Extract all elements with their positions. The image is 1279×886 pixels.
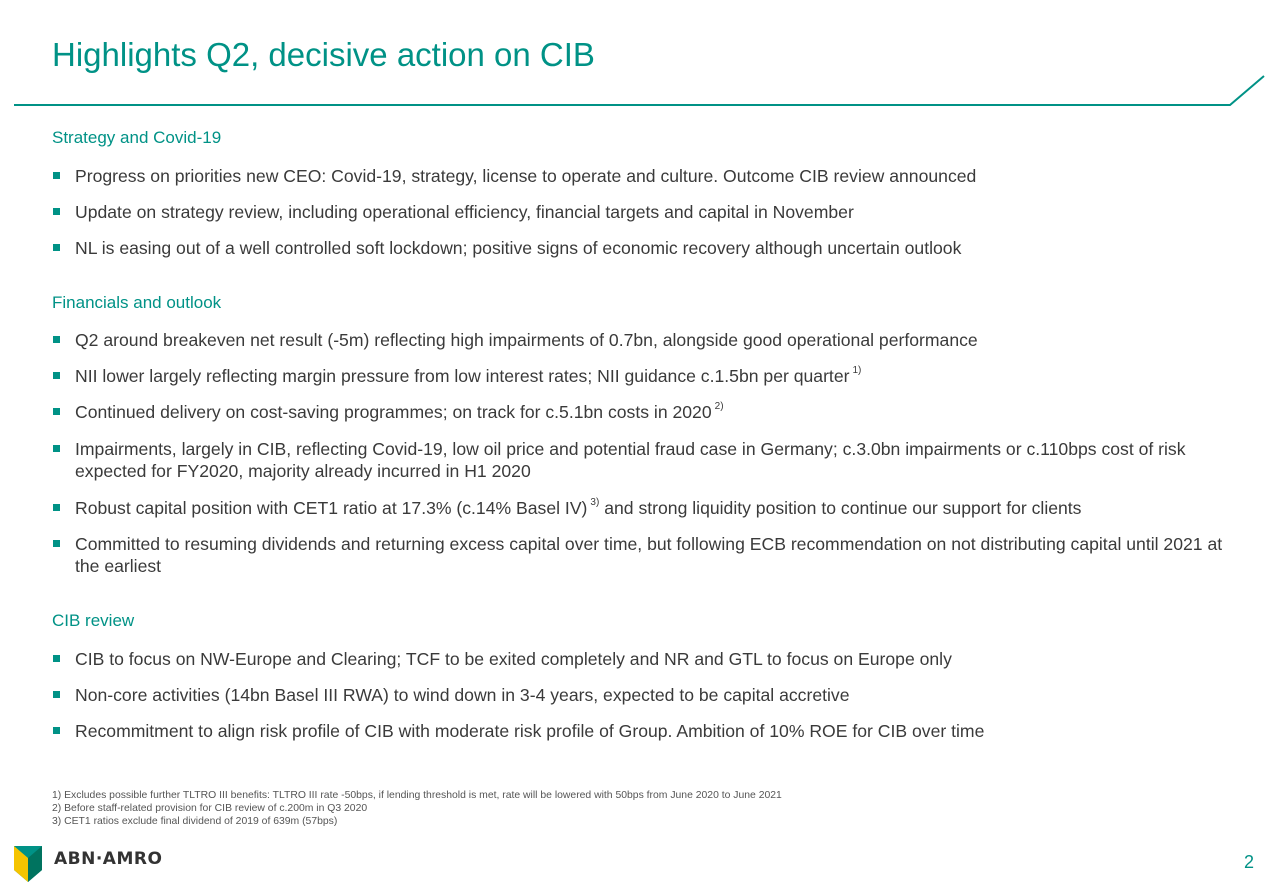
bullet-item: Non-core activities (14bn Basel III RWA) to wind down in 3-4 years, expected to be capital accretive xyxy=(52,684,1242,706)
footnotes xyxy=(52,789,782,828)
section-heading-cib-review: CIB review xyxy=(52,611,135,630)
bullet-marker xyxy=(53,208,60,215)
bullet-item: Recommitment to align risk profile of CIB with moderate risk profile of Group. Ambition of 10% ROE for CIB over time xyxy=(52,720,1242,742)
bullet-marker xyxy=(53,372,60,379)
bullet-marker xyxy=(53,445,60,452)
title-underline xyxy=(14,74,1266,110)
footnote-ref: 3) xyxy=(590,497,600,508)
bullet-marker xyxy=(53,244,60,251)
footnote-ref: 2) xyxy=(714,401,724,412)
footnote-2: 2) Before staff-related provision for CIB review of c.200m in Q3 2020 xyxy=(52,803,368,814)
bullet-item: NL is easing out of a well controlled soft lockdown; positive signs of economic recovery although uncertain outlook xyxy=(52,237,1242,259)
footnote-1: 1) Excludes possible further TLTRO III benefits: TLTRO III rate -50bps, if lending threshold is met, rate will be lowered with 50bps from June 2020 to June 2021 xyxy=(52,790,782,801)
bullet-marker xyxy=(53,408,60,415)
section-heading-strategy: Strategy and Covid-19 xyxy=(52,128,222,147)
bullet-item: Impairments, largely in CIB, reflecting Covid-19, low oil price and potential fraud case in Germany; c.3.0bn impairments or c.110bps cost of risk expected for FY2020, majority already incurred in H1 2020 xyxy=(52,438,1242,482)
bullet-marker xyxy=(53,504,60,511)
bullet-marker xyxy=(53,727,60,734)
footnote-3: 3) CET1 ratios exclude final dividend of 2019 of 639m (57bps) xyxy=(52,816,338,827)
bullet-item: Update on strategy review, including operational efficiency, financial targets and capital in November xyxy=(52,201,1242,223)
footnote-ref: 1) xyxy=(852,365,862,376)
bullet-item: CIB to focus on NW-Europe and Clearing; TCF to be exited completely and NR and GTL to focus on Europe only xyxy=(52,648,1242,670)
page-title: Highlights Q2, decisive action on CIB xyxy=(52,36,595,73)
bullet-marker xyxy=(53,655,60,662)
bullet-marker xyxy=(53,691,60,698)
abn-amro-shield-icon xyxy=(14,846,44,884)
bullet-marker xyxy=(53,172,60,179)
bullet-item: Q2 around breakeven net result (-5m) reflecting high impairments of 0.7bn, alongside good operational performance xyxy=(52,329,1242,351)
bullet-item: NII lower largely reflecting margin pressure from low interest rates; NII guidance c.1.5bn per quarter $^{1)}$ xyxy=(52,365,1242,387)
bullet-item: Robust capital position with CET1 ratio at 17.3% (c.14% Basel IV) $^{3)}$ and strong liquidity position to continue our support for clients xyxy=(52,497,1242,519)
bullet-item: Continued delivery on cost-saving programmes; on track for c.5.1bn costs in 2020 $^{2)}$ xyxy=(52,401,1242,423)
bullet-marker xyxy=(53,336,60,343)
section-heading-financials: Financials and outlook xyxy=(52,293,222,312)
bullet-item: Committed to resuming dividends and returning excess capital over time, but following ECB recommendation on not distributing capital until 2021 at the earliest xyxy=(52,533,1242,577)
bullet-marker xyxy=(53,540,60,547)
logo-wordmark: ABN·AMRO xyxy=(54,849,163,869)
page-number: 2 xyxy=(1243,852,1254,872)
bullet-item: Progress on priorities new CEO: Covid-19, strategy, license to operate and culture. Outcome CIB review announced xyxy=(52,165,1242,187)
abn-amro-logo xyxy=(14,846,179,884)
